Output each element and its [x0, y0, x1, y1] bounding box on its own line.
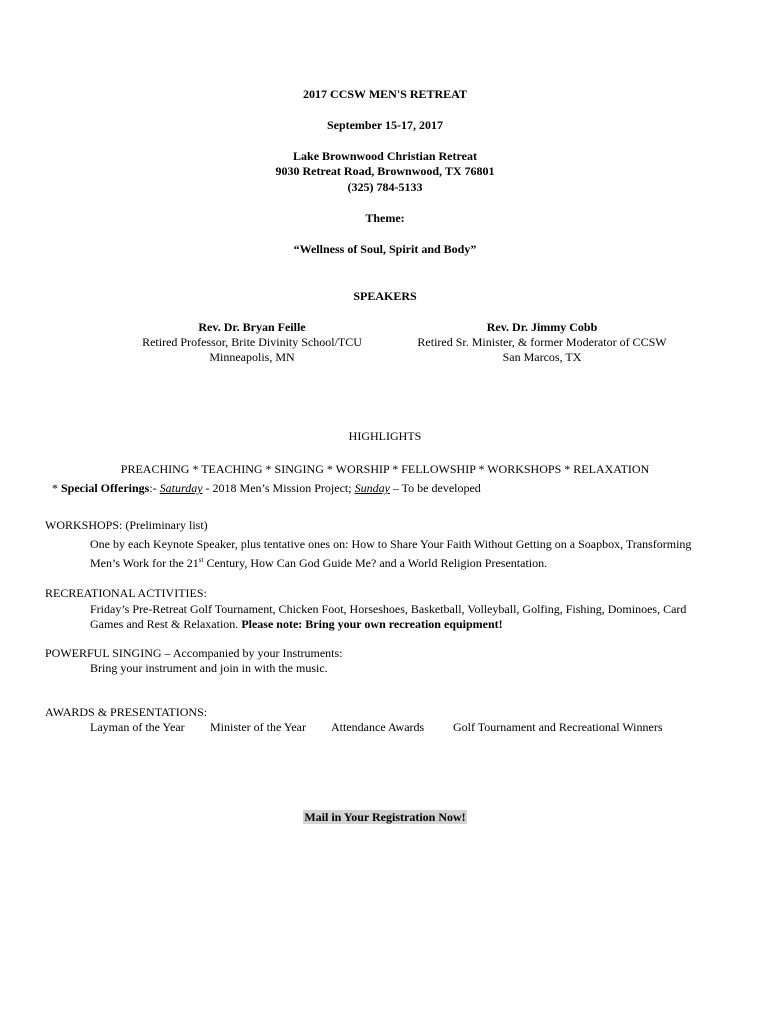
- awards-heading: AWARDS & PRESENTATIONS:: [45, 705, 208, 719]
- special-prefix: *: [52, 481, 61, 495]
- award-item: Attendance Awards: [331, 720, 425, 734]
- speaker-title: Retired Sr. Minister, & former Moderator of CCSW: [417, 335, 667, 349]
- recreational-heading: RECREATIONAL ACTIVITIES:: [45, 586, 207, 600]
- special-label: Special Offerings: [61, 481, 150, 495]
- highlights-heading: HIGHLIGHTS: [348, 429, 422, 443]
- sunday-label: Sunday: [354, 481, 390, 495]
- speakers-heading: SPEAKERS: [353, 289, 417, 303]
- workshops-line-1: One by each Keynote Speaker, plus tentative ones on: How to Share Your Faith Without Getting on a Soapbox, Transforming: [90, 537, 692, 551]
- theme-text: “Wellness of Soul, Spirit and Body”: [293, 242, 477, 256]
- theme-label: Theme:: [365, 211, 405, 225]
- special-offerings: [52, 481, 481, 496]
- speaker-right: [400, 320, 684, 365]
- highlights-list: PREACHING * TEACHING * SINGING * WORSHIP * FELLOWSHIP * WORKSHOPS * RELAXATION: [120, 462, 650, 476]
- award-item: Minister of the Year: [210, 720, 306, 734]
- saturday-label: Saturday: [159, 481, 203, 495]
- retreat-dates: September 15-17, 2017: [326, 118, 444, 132]
- speaker-location: Minneapolis, MN: [209, 350, 295, 364]
- workshops-line-2b: Century, How Can God Guide Me? and a World Religion Presentation.: [203, 556, 548, 570]
- recreational-note: Please note: Bring your own recreation equipment!: [241, 617, 503, 631]
- venue-address: 9030 Retreat Road, Brownwood, TX 76801: [275, 164, 495, 178]
- speaker-name: Rev. Dr. Jimmy Cobb: [486, 320, 598, 334]
- mail-registration-text: Mail in Your Registration Now!: [304, 810, 466, 824]
- retreat-title: 2017 CCSW MEN'S RETREAT: [303, 87, 467, 101]
- saturday-text: - 2018 Men’s Mission Project;: [202, 481, 355, 495]
- workshops-line-2a: Men’s Work for the 21: [90, 556, 199, 570]
- venue-phone: (325) 784-5133: [347, 180, 423, 194]
- mail-registration-callout: [0, 810, 770, 825]
- speaker-name: Rev. Dr. Bryan Feille: [198, 320, 306, 334]
- recreational-line-1: Friday’s Pre-Retreat Golf Tournament, Chicken Foot, Horseshoes, Basketball, Volleyball, Golfing, Fishing, Dominoes, Card: [90, 602, 687, 616]
- ordinal-suffix: st: [198, 556, 204, 564]
- workshops-line-2: [90, 556, 547, 571]
- speaker-location: San Marcos, TX: [502, 350, 582, 364]
- singing-heading: POWERFUL SINGING – Accompanied by your Instruments:: [45, 646, 343, 660]
- speaker-title: Retired Professor, Brite Divinity School/TCU: [142, 335, 362, 349]
- special-sep: :-: [149, 481, 160, 495]
- venue-name: Lake Brownwood Christian Retreat: [293, 149, 477, 163]
- singing-line-1: Bring your instrument and join in with the music.: [90, 661, 328, 675]
- recreational-line-2: [90, 617, 503, 632]
- speaker-left: [120, 320, 384, 365]
- recreational-line-2-text: Games and Rest & Relaxation.: [90, 617, 242, 631]
- sunday-text: – To be developed: [389, 481, 481, 495]
- award-item: Layman of the Year: [90, 720, 185, 734]
- award-item: Golf Tournament and Recreational Winners: [453, 720, 663, 734]
- workshops-heading: WORKSHOPS: (Preliminary list): [45, 518, 208, 532]
